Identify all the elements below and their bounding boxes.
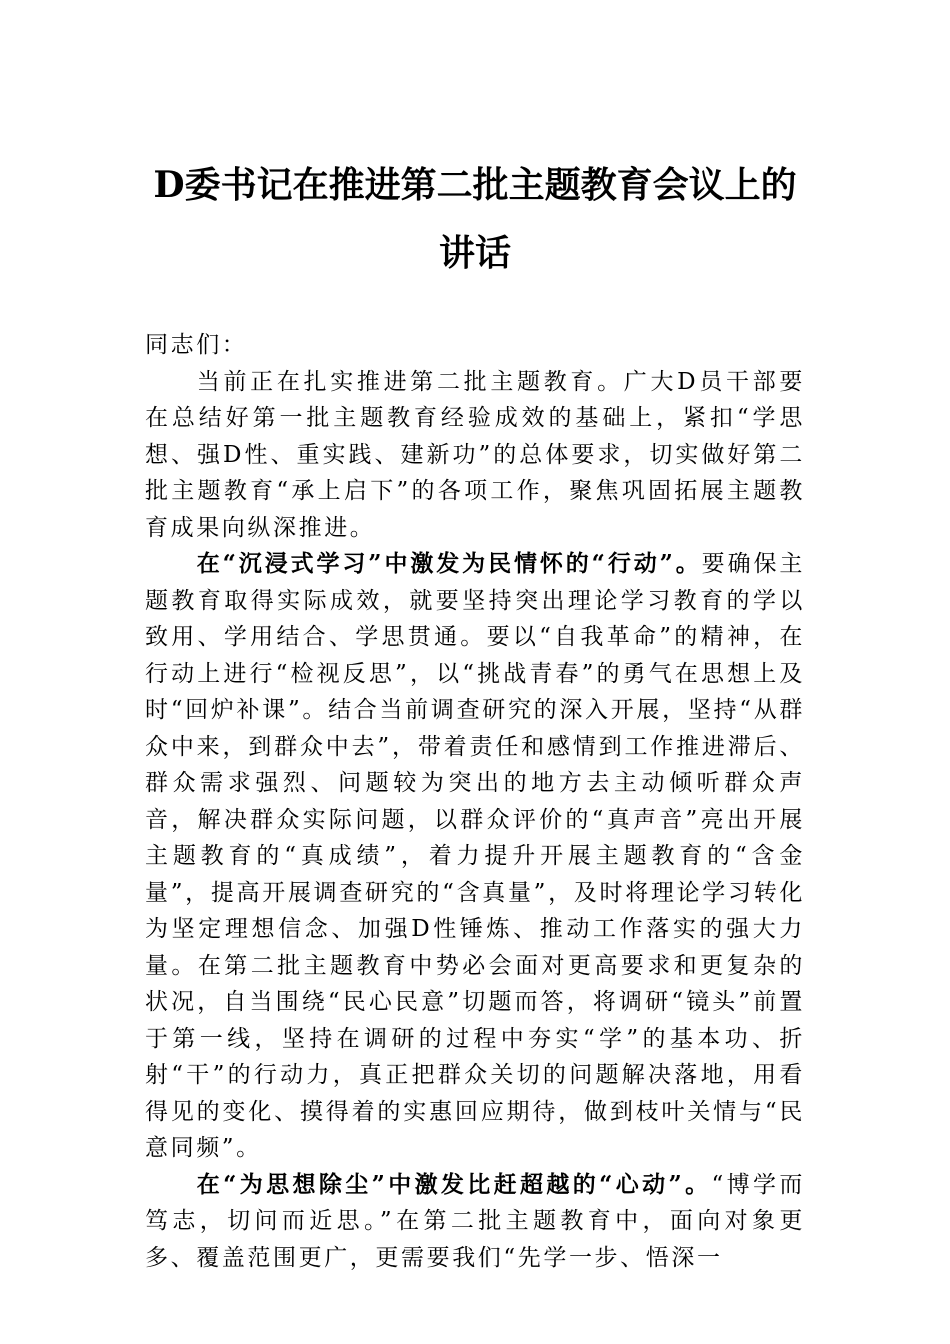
paragraph-heading: 在“为思想除尘”中激发比赶超越的“心动”。 <box>196 1170 712 1198</box>
document-title-line-1: D委书记在推进第二批主题教育会议上的 <box>153 164 797 206</box>
paragraph-text: 要确保主题教育取得实际成效，就要坚持突出理论学习教育的学以致用、学用结合、学思贯通。要以“自我革命”的精神，在行动上进行“检视反思”，以“挑战青春”的勇气在思想上及时“回炉补课”。结合当前调查研究的深入开展，坚持“从群众中来，到群众中去”，带着责任和感情到工作推进滞后、群众需求强烈、问题较为突出的地方去主动倾听群众声音，解决群众实际问题，以群众评价的“真声音”亮出开展主题教育的“真成绩”，着力提升开展主题教育的“含金量”，提高开展调查研究的“含真量”，及时将理论学习转化为坚定理想信念、加强D性锤炼、推动工作落实的强大力量。在第二批主题教育中势必会面对更高要求和更复杂的状况，自当围绕“民心民意”切题而答，将调研“镜头”前置于第一线，坚持在调研的过程中夯实“学”的基本功、折射“干”的行动力，真正把群众关切的问题解决落地，用看得见的变化、摸得着的实惠回应期待，做到枝叶关情与“民意同频”。 <box>145 551 805 1161</box>
document-title-line-2: 讲话 <box>438 232 511 274</box>
paragraph-action <box>145 546 805 1167</box>
paragraph-intro <box>145 364 805 547</box>
paragraph-heart <box>145 1167 805 1277</box>
paragraph-text: 当前正在扎实推进第二批主题教育。广大D员干部要在总结好第一批主题教育经验成效的基础上，紧扣“学思想、强D性、重实践、建新功”的总体要求，切实做好第二批主题教育“承上启下”的各项工作，聚焦巩固拓展主题教育成果向纵深推进。 <box>145 368 805 541</box>
paragraph-heading: 在“沉浸式学习”中激发为民情怀的“行动”。 <box>196 550 702 577</box>
salutation: 同志们： <box>145 332 248 358</box>
document-body <box>145 327 805 1276</box>
paragraph-text: “博学而笃志，切问而近思。”在第二批主题教育中，面向对象更多、覆盖范围更广，更需要我们“先学一步、悟深一 <box>145 1171 805 1271</box>
